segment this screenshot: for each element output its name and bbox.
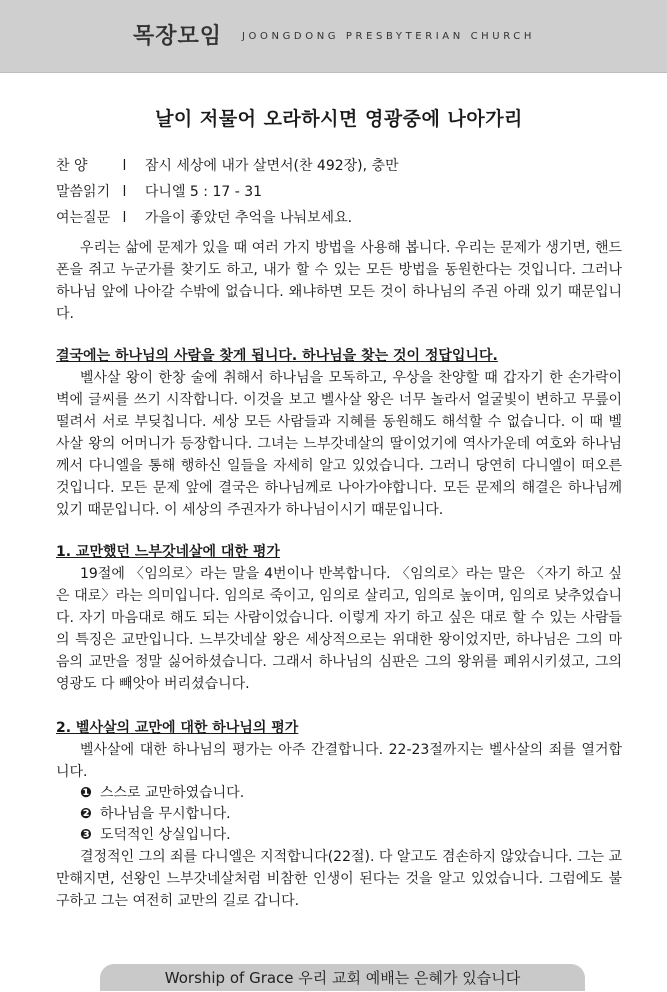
list-text: 도덕적인 상실입니다. [100,827,231,843]
section-paragraph: 벨사살에 대한 하나님의 평가는 아주 간결합니다. 22-23절까지는 벨사살의 죄를 열거합니다. [56,742,622,780]
info-row-question [56,205,622,231]
header-title: 목장모임 [133,24,223,49]
page-title: 날이 저물어 오라하시면 영광중에 나아가리 [155,108,523,130]
section-heading-1: 1. 교만했던 느부갓네살에 대한 평가 [56,544,280,560]
info-row-hymn [56,153,622,179]
info-separator: l [122,210,127,226]
info-value: 잠시 세상에 내가 살면서(찬 492장), 충만 [144,158,399,174]
info-separator: l [122,158,127,174]
list-text: 스스로 교만하였습니다. [100,785,245,801]
info-label: 찬 양 [56,158,88,174]
document-body [56,100,622,912]
section-heading-2: 2. 벨사살의 교만에 대한 하나님의 평가 [56,720,299,736]
info-value: 다니엘 5 : 17 - 31 [144,184,263,200]
header-banner [0,0,667,73]
list-item [56,825,622,846]
info-label: 말씀읽기 [56,184,111,200]
header-subtitle: JOONGDONG PRESBYTERIAN CHURCH [242,31,535,42]
info-separator: l [122,184,127,200]
list-item [56,804,622,825]
list-item [56,783,622,804]
info-row-reading [56,179,622,205]
sin-list [56,783,622,846]
list-number: ❷ [80,806,92,822]
section-heading-conclusion: 결국에는 하나님의 사람을 찾게 됩니다. 하나님을 찾는 것이 정답입니다. [56,348,498,364]
footer-banner: Worship of Grace 우리 교회 예배는 은혜가 있습니다 [100,964,585,991]
section-paragraph: 19절에 〈임의로〉라는 말을 4번이나 반복합니다. 〈임의로〉라는 말은 〈자기 하고 싶은 대로〉라는 의미입니다. 임의로 죽이고, 임의로 살리고, 임의로 높이며, 임의로 낮추었습니다. 자기 마음대로 해도 되는 사람이었습니다. 이렇게 자기 하고 싶은 대로 할 수 있는 사람들의 특징은 교만입니다. 느부갓네살 왕은 세상적으로는 위대한 왕이었지만, 하나님은 그의 마음의 교만을 정말 싫어하셨습니다. 그래서 하나님의 심판은 그의 왕위를 폐위시키셨고, 그의 영광도 다 빼앗아 버리셨습니다. [56,566,622,692]
list-number: ❸ [80,827,92,843]
list-text: 하나님을 무시합니다. [100,806,231,822]
closing-paragraph: 결정적인 그의 죄를 다니엘은 지적합니다(22절). 다 알고도 겸손하지 않았습니다. 그는 교만해지면, 선왕인 느부갓네살처럼 비참한 인생이 된다는 것을 알고 있었습니다. 그럼에도 불구하고 그는 여전히 교만의 길로 갑니다. [56,849,622,909]
intro-paragraph: 우리는 삶에 문제가 있을 때 여러 가지 방법을 사용해 봅니다. 우리는 문제가 생기면, 핸드폰을 쥐고 누군가를 찾기도 하고, 내가 할 수 있는 모든 방법을 동원한다는 것입니다. 그러나 하나님 앞에 나아갈 수밖에 없습니다. 왜냐하면 모든 것이 하나님의 주권 아래 있기 때문입니다. [56,240,622,322]
section-paragraph: 벨사살 왕이 한창 술에 취해서 하나님을 모독하고, 우상을 찬양할 때 갑자기 한 손가락이 벽에 글씨를 쓰기 시작합니다. 이것을 보고 벨사살 왕은 너무 놀라서 얼굴빛이 변하고 무릎이 떨려서 서로 부딪칩니다. 세상 모든 사람들과 지혜를 동원해도 해석할 수 없습니다. 이 때 벨사살 왕의 어머니가 등장합니다. 그녀는 느부갓네살의 딸이었기에 역사가운데 여호와 하나님께서 다니엘을 통해 행하신 일들을 자세히 알고 있었습니다. 그러니 당연히 다니엘이 떠오른 것입니다. 모든 문제 앞에 결국은 하나님께로 나아가야합니다. 모든 문제의 해결은 하나님께 있기 때문입니다. 이 세상의 주권자가 하나님이시기 때문입니다. [56,370,622,518]
info-value: 가을이 좋았던 추억을 나눠보세요. [144,210,353,226]
list-number: ❶ [80,785,92,801]
info-label: 여는질문 [56,210,111,226]
